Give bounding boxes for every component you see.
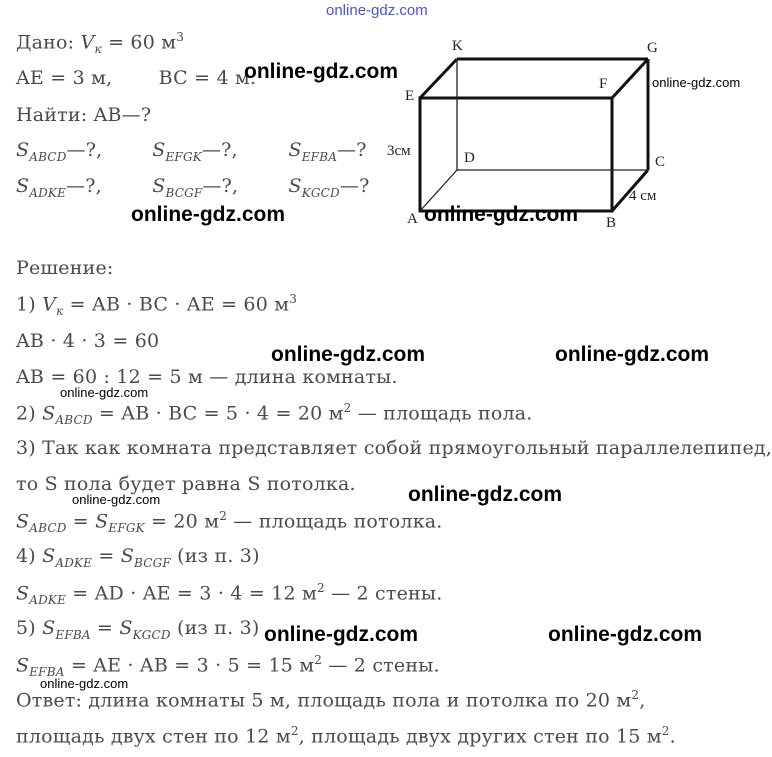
find-item: $S_{BCGF}—$?, (152, 175, 239, 200)
find-item: $S_{EFGK}—$?, (152, 139, 238, 164)
box-solid-edges (420, 59, 648, 211)
box-hidden-edges (420, 59, 648, 211)
watermark: online-gdz.com (652, 75, 741, 90)
solution-line-2: AB · 4 · 3 = 60 (16, 330, 160, 352)
solution-line-3: AB = 60 : 12 = 5 м — длина комнаты. (16, 366, 398, 388)
solution-line-11: $S_{EFBA}$ = AE · AB = 3 · 5 = 15 $м^2$ — 2 стены. (16, 653, 440, 680)
watermark: online-gdz.com (40, 676, 129, 691)
given-line-1 (16, 30, 184, 56)
cube-sup: 3 (176, 30, 185, 44)
answer-line-1: Ответ: длина комнаты 5 м, площадь пола и потолка по 20 $м^2$, (16, 688, 646, 712)
watermark-top: online-gdz.com (326, 2, 428, 19)
watermark: online-gdz.com (548, 623, 702, 646)
vertex-d: D (464, 150, 475, 166)
vertex-c: C (655, 154, 666, 170)
solution-line-7: $S_{ABCD} = S_{EFGK} = 20$ $м^2$ — площадь потолка. (16, 509, 443, 536)
volume-symbol: V (80, 31, 95, 54)
volume-value: = 60 м (101, 31, 177, 54)
front-face (420, 98, 612, 211)
given-line-2 (16, 67, 256, 89)
watermark: online-gdz.com (264, 623, 418, 646)
solution-title: Решение: (16, 257, 114, 279)
solution-line-8: 4) $S_{ADKE} = S_{BCGF}$ (из п. 3) (16, 545, 260, 570)
watermark: online-gdz.com (408, 483, 562, 506)
watermark: online-gdz.com (555, 343, 709, 366)
find-item: $S_{EFBA}—$? (288, 139, 367, 164)
watermark: online-gdz.com (244, 60, 398, 83)
solution-line-10: 5) $S_{EFBA} = S_{KGCD}$ (из п. 3) (16, 617, 260, 642)
watermark: online-gdz.com (60, 385, 149, 400)
find-item: $S_{KGCD}—$? (288, 175, 370, 200)
watermark: online-gdz.com (131, 203, 285, 226)
find-line: Найти: AB—? (16, 104, 152, 126)
vertex-e: E (405, 88, 415, 104)
given-ae: AE = 3 м, (16, 67, 113, 89)
volume-sub: к (94, 42, 102, 57)
solution-line-5: 3) Так как комната представляет собой прямоугольный параллелепипед, (16, 437, 772, 459)
solution-line-9: $S_{ADKE}$ = AD · AE = 3 · 4 = 12 $м^2$ — 2 стены. (16, 581, 443, 608)
dim-left: 3см (387, 143, 411, 159)
solution-line-1: 1) $V_к$ = AB · BC · AE = 60 $м^3$ (16, 292, 298, 319)
vertex-k: K (452, 38, 463, 54)
watermark: online-gdz.com (271, 343, 425, 366)
given-bc: BC = 4 м. (158, 67, 257, 89)
edge-ek (420, 59, 457, 98)
vertex-a: A (407, 211, 418, 227)
watermark: online-gdz.com (424, 203, 578, 226)
given-row-2 (16, 175, 369, 200)
find-item: $S_{ABCD}—$?, (16, 139, 103, 164)
dim-right: 4 см (629, 188, 657, 204)
given-label: Дано: (16, 31, 75, 54)
solution-line-4: 2) $S_{ABCD}$ = AB · BC = 5 · 4 = 20 $м^2$ — площадь пола. (16, 401, 533, 428)
edge-fg (612, 59, 648, 98)
vertex-f: F (599, 76, 608, 92)
vertex-b: B (606, 215, 617, 231)
solution-line-6: то S пола будет равна S потолка. (16, 473, 356, 495)
watermark: online-gdz.com (72, 492, 161, 507)
answer-line-2: площадь двух стен по 12 $м^2$, площадь двух других стен по 15 $м^2$. (16, 724, 676, 748)
find-item: $S_{ADKE}—$?, (16, 175, 102, 200)
given-row-1 (16, 139, 367, 164)
vertex-g: G (647, 40, 658, 56)
